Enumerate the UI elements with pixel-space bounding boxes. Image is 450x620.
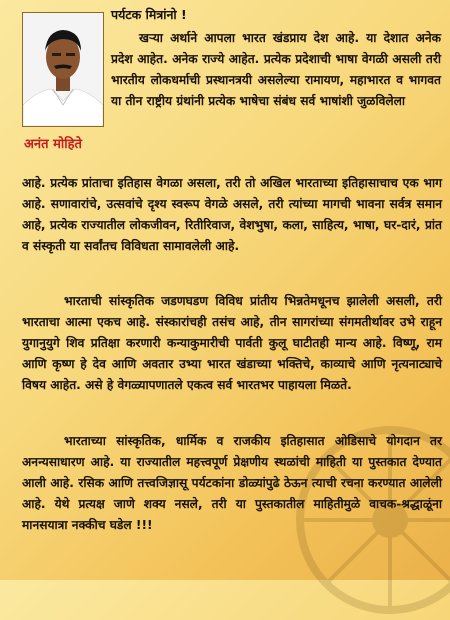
author-photo [22,12,104,127]
author-name: अनंत मोहिते [24,137,82,152]
paragraph-1-intro: खऱ्या अर्थाने आपला भारत खंडप्राय देश आहे. या देशात अनेक प्रदेश आहेत. अनेक राज्ये आहेत. प्रत्येक प्रदेशाची भाषा वेगळी असली तरी भारतीय लोकधर्माची प्रस्थानत्रयी असलेल्या रामायण, महाभारत व भागवत या तीन राष्ट्रीय ग्रंथांनी प्रत्येक भाषेचा संबंध सर्व भाषांशी जुळविलेला [111,31,441,108]
paragraph-1-continued: आहे. प्रत्येक प्रांताचा इतिहास वेगळा असला, तरी तो अखिल भारताच्या इतिहासाचाच एक भाग आहे. सणावारांचे, उत्सवांचे दृश्य स्वरूप वेगळे असले, तरी त्यांच्या मागची भावना सर्वत्र समान आहे, प्रत्येक राज्यातील लोकजीवन, रितीरिवाज, वेशभुषा, कला, साहित्य, भाषा, घर-दारं, प्रांत व संस्कृती या सर्वांतच विविधता सामावलेली आहे. [22,176,442,253]
paragraph-3: भारताच्या सांस्कृतिक, धार्मिक व राजकीय इतिहासात ओडिसाचे योगदान तर अनन्यसाधारण आहे. या राज्यातील महत्त्वपूर्ण प्रेक्षणीय स्थळांची माहिती या पुस्तकात देण्यात आली आहे. रसिक आणि तत्त्वजिज्ञासू पर्यटकांना डोळ्यांपुढे ठेऊन त्याची रचना करण्यात आलेली आहे. येथे प्रत्यक्ष जाणे शक्य नसले, तरी या पुस्तकातील माहितीमुळे वाचक-श्रद्धाळूंना मानसयात्रा नक्कीच घडेल !!! [22,434,442,532]
paragraph-2: भारताची सांस्कृतिक जडणघडण विविध प्रांतीय भिन्नतेमधूनच झालेली असली, तरी भारताचा आत्मा एकच आहे. संस्कारांचही तसंच आहे, तीन सागरांच्या संगमतीर्थावर उभे राहून युगानुयुगे शिव प्रतिक्षा करणारी कन्याकुमारीची पार्वती कुलू घाटीतही मान्य आहे. विष्णू, राम आणि कृष्ण हे देव आणि अवतार उभ्या भारत खंडाच्या भक्तिचे, काव्याचे आणि नृत्यनाट्याचे विषय आहेत. असे हे वेगळ्यापणातले एकत्व सर्व भारतभर पाहायला मिळते. [22,294,442,392]
greeting-heading: पर्यटक मित्रांनो ! [111,7,187,22]
